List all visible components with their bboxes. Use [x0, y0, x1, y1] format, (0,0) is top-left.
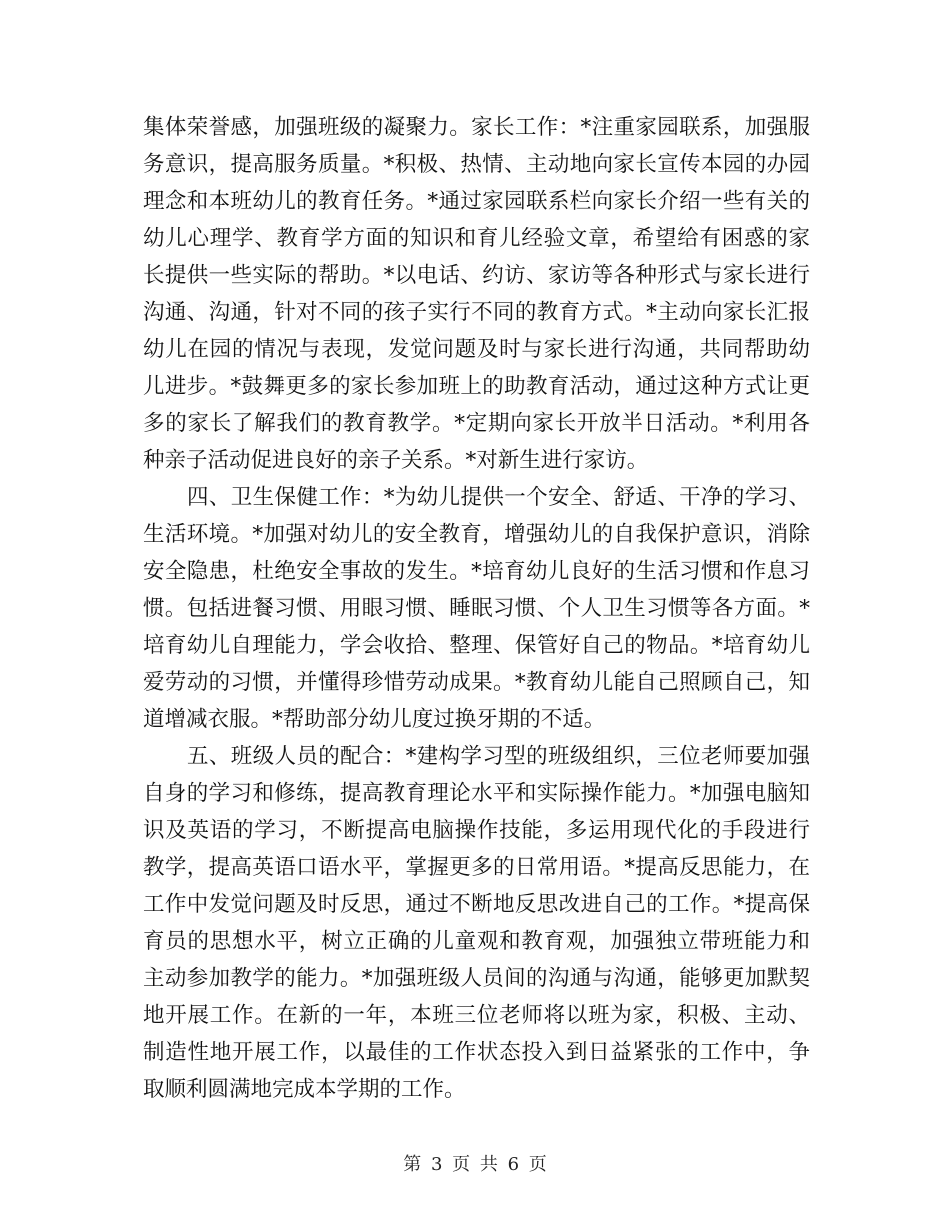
body-text — [143, 109, 810, 1108]
text-line: 五、班级人员的配合：*建构学习型的班级组织，三位老师要加强 — [187, 744, 810, 769]
text-line: 爱劳动的习惯，并懂得珍惜劳动成果。*教育幼儿能自己照顾自己，知 — [143, 670, 810, 695]
text-line: 安全隐患，杜绝安全事故的发生。*培育幼儿良好的生活习惯和作息习 — [143, 559, 810, 584]
text-line: 识及英语的学习，不断提高电脑操作技能，多运用现代化的手段进行 — [143, 818, 810, 843]
text-line: 多的家长了解我们的教育教学。*定期向家长开放半日活动。*利用各 — [143, 411, 810, 436]
page-footer: 第 3 页 共 6 页 — [403, 1154, 547, 1175]
text-line: 幼儿在园的情况与表现，发觉问题及时与家长进行沟通，共同帮助幼 — [143, 337, 810, 362]
text-line: 集体荣誉感，加强班级的凝聚力。家长工作：*注重家园联系，加强服 — [143, 115, 810, 140]
text-line: 教学，提高英语口语水平，掌握更多的日常用语。*提高反思能力，在 — [143, 855, 810, 880]
text-line: 主动参加教学的能力。*加强班级人员间的沟通与沟通，能够更加默契 — [143, 966, 810, 991]
text-line: 沟通、沟通，针对不同的孩子实行不同的教育方式。*主动向家长汇报 — [143, 300, 810, 325]
paragraph — [143, 109, 810, 479]
paragraph — [143, 738, 810, 1108]
text-line: 制造性地开展工作，以最佳的工作状态投入到日益紧张的工作中，争 — [143, 1040, 810, 1065]
text-line: 生活环境。*加强对幼儿的安全教育，增强幼儿的自我保护意识，消除 — [143, 522, 810, 547]
text-line: 工作中发觉问题及时反思，通过不断地反思改进自己的工作。*提高保 — [143, 892, 810, 917]
text-line: 务意识，提高服务质量。*积极、热情、主动地向家长宣传本园的办园 — [143, 152, 810, 177]
text-line: 取顺利圆满地完成本学期的工作。 — [143, 1077, 466, 1102]
text-line: 儿进步。*鼓舞更多的家长参加班上的助教育活动，通过这种方式让更 — [143, 374, 810, 399]
paragraph — [143, 479, 810, 738]
text-line: 惯。包括进餐习惯、用眼习惯、睡眠习惯、个人卫生习惯等各方面。* — [143, 596, 810, 621]
text-line: 培育幼儿自理能力，学会收拾、整理、保管好自己的物品。*培育幼儿 — [143, 633, 810, 658]
text-line: 四、卫生保健工作：*为幼儿提供一个安全、舒适、干净的学习、 — [187, 485, 810, 510]
text-line: 长提供一些实际的帮助。*以电话、约访、家访等各种形式与家长进行 — [143, 263, 810, 288]
text-line: 幼儿心理学、教育学方面的知识和育儿经验文章，希望给有困惑的家 — [143, 226, 810, 251]
text-line: 种亲子活动促进良好的亲子关系。*对新生进行家访。 — [143, 448, 649, 473]
text-line: 育员的思想水平，树立正确的儿童观和教育观，加强独立带班能力和 — [143, 929, 810, 954]
text-line: 自身的学习和修练，提高教育理论水平和实际操作能力。*加强电脑知 — [143, 781, 810, 806]
text-line: 地开展工作。在新的一年，本班三位老师将以班为家，积极、主动、 — [143, 1003, 810, 1028]
text-line: 道增减衣服。*帮助部分幼儿度过换牙期的不适。 — [143, 707, 606, 732]
text-line: 理念和本班幼儿的教育任务。*通过家园联系栏向家长介绍一些有关的 — [143, 189, 810, 214]
